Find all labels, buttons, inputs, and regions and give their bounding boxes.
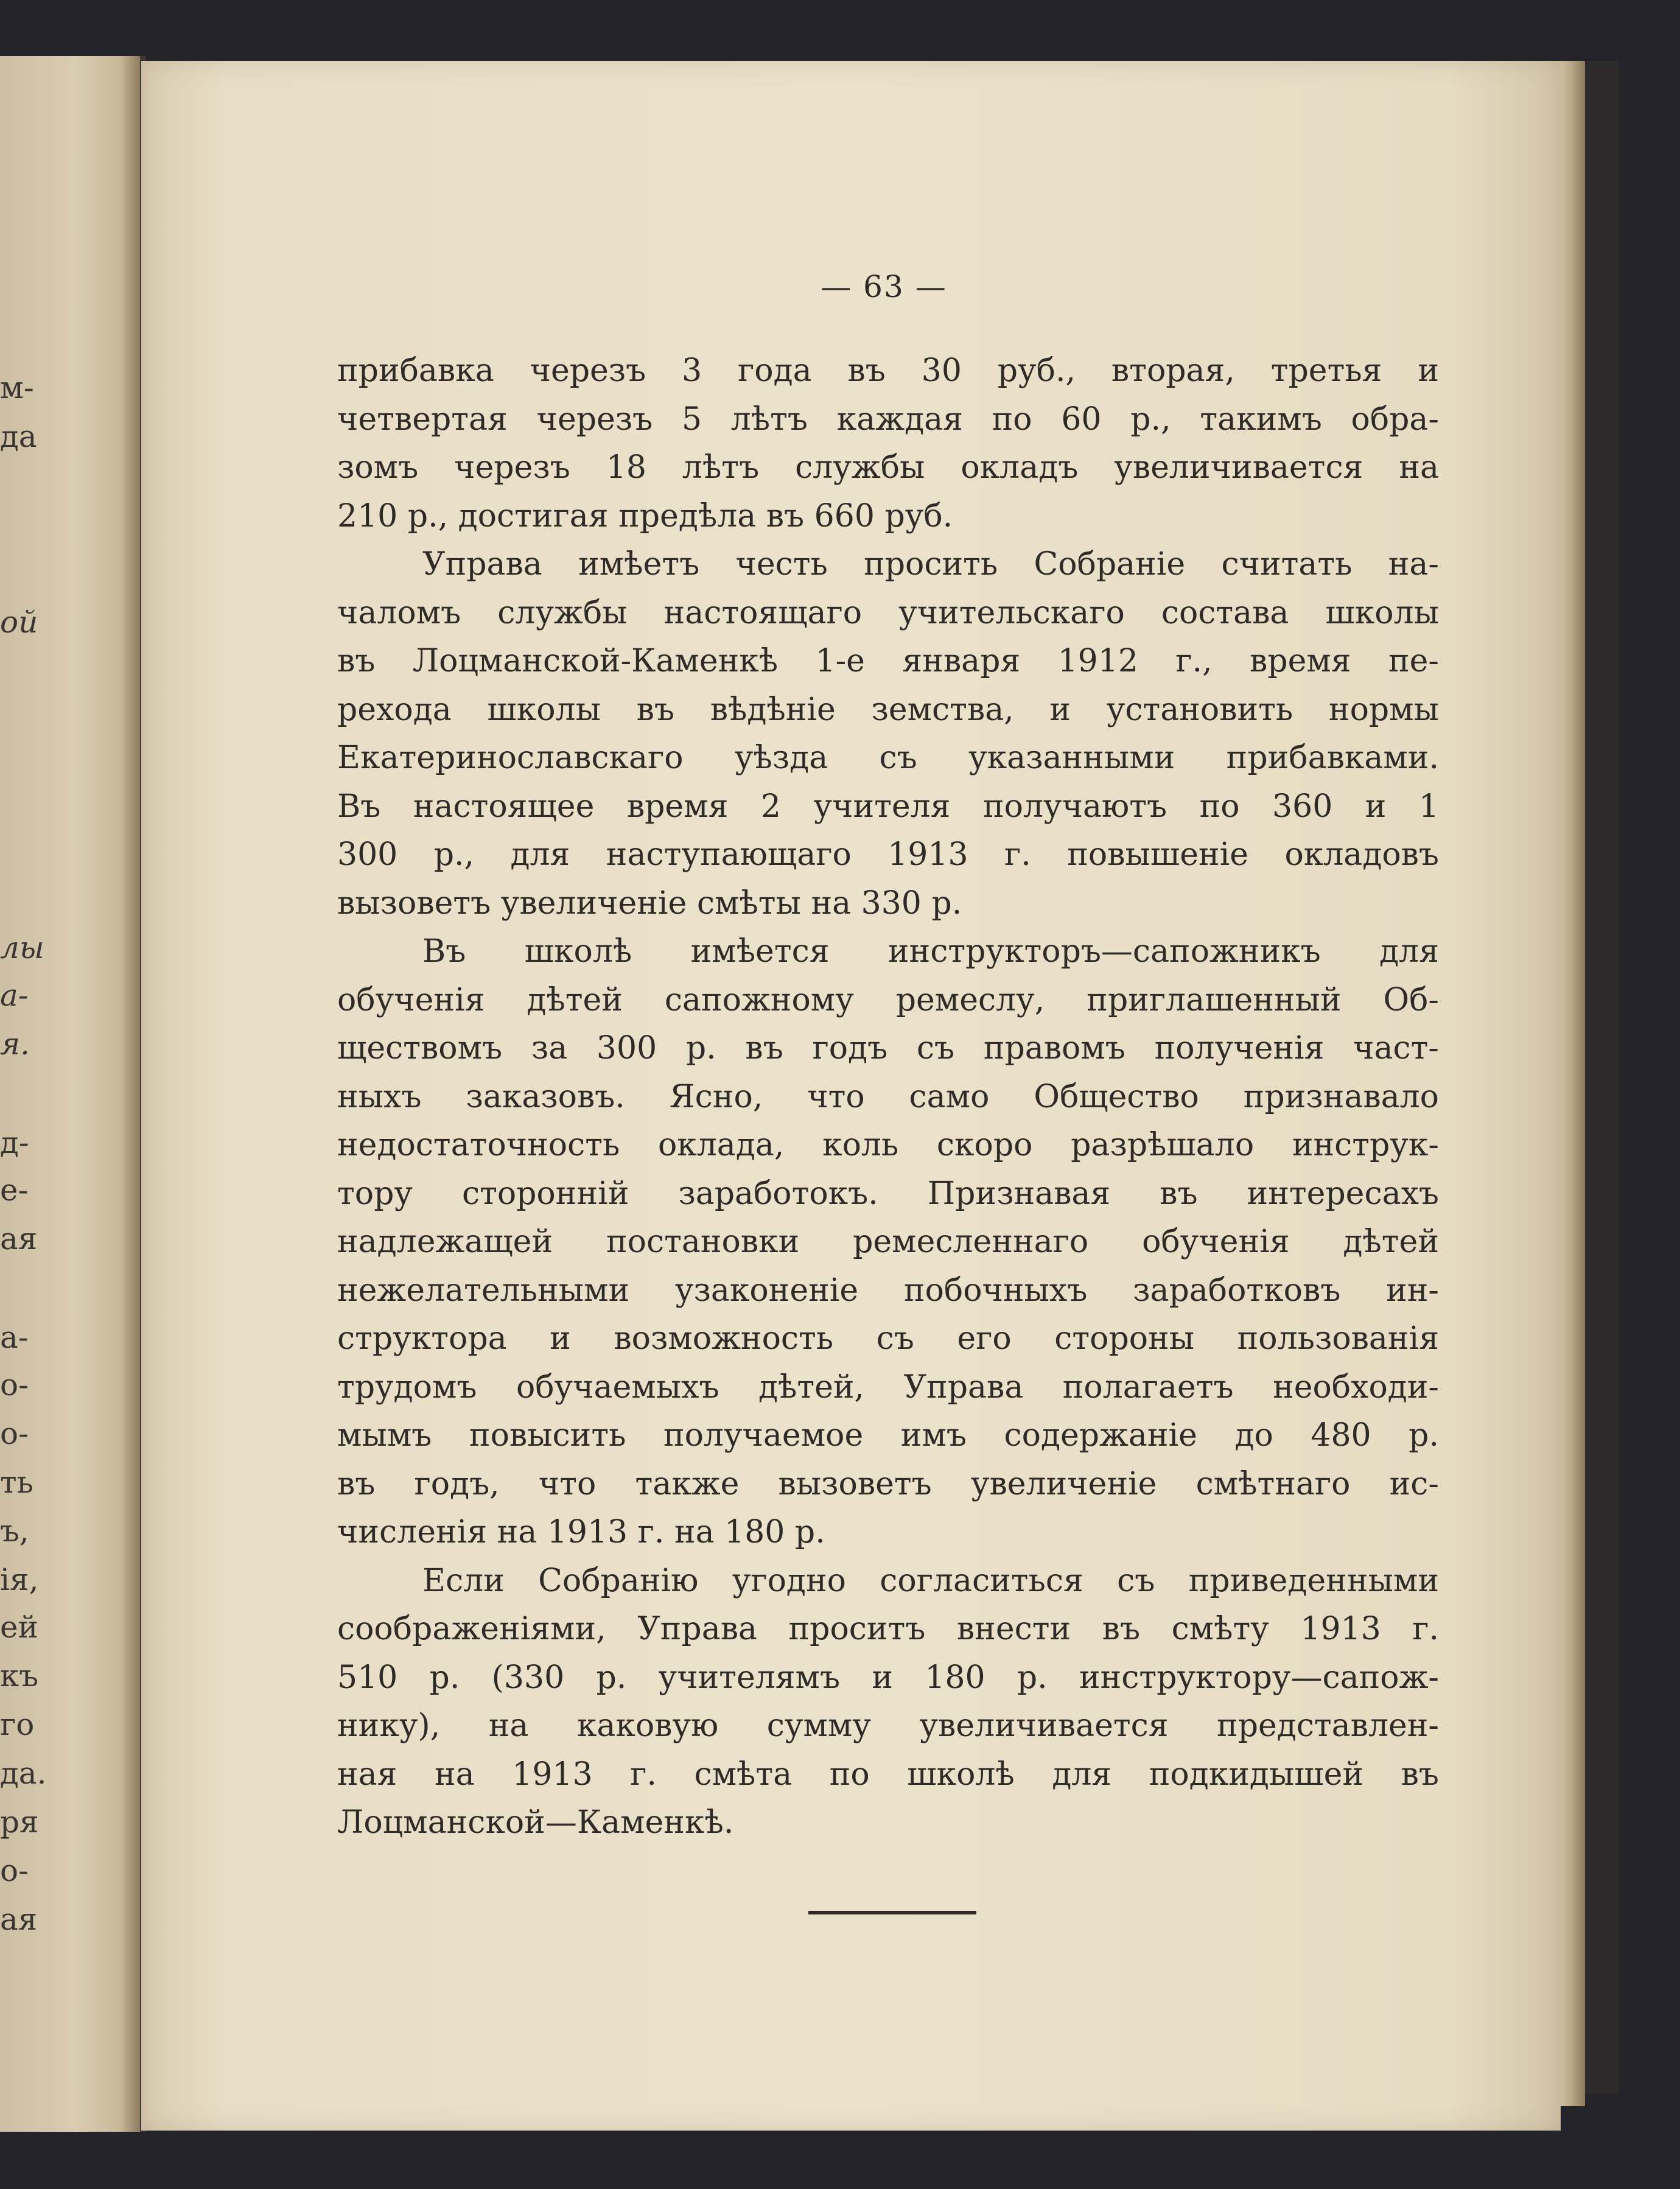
paragraph: [337, 347, 1439, 541]
text-line: соображеніями, Управа проситъ внести въ смѣту 1913 г.: [337, 1611, 1439, 1647]
page: [141, 61, 1561, 2131]
left-page-fragment: м-: [0, 370, 34, 405]
text-line: зомъ черезъ 18 лѣтъ службы окладъ увеличивается на: [337, 449, 1439, 486]
left-page-fragment: ъ,: [0, 1513, 29, 1549]
text-line: рехода школы въ вѣдѣніе земства, и установить нормы: [337, 691, 1439, 728]
text-line: чаломъ службы настоящаго учительскаго состава школы: [337, 594, 1439, 631]
text-line: 300 р., для наступающаго 1913 г. повышеніе окладовъ: [337, 836, 1439, 873]
text-line: обученія дѣтей сапожному ремеслу, приглашенный Об-: [337, 981, 1439, 1018]
page-stack-edge: [1561, 61, 1585, 2106]
text-line: нику), на каковую сумму увеличивается представлен-: [337, 1707, 1439, 1744]
text-line: въ Лоцманской-Каменкѣ 1-е января 1912 г., время пе-: [337, 643, 1439, 679]
text-line: ществомъ за 300 р. въ годъ съ правомъ полученія част-: [337, 1030, 1439, 1066]
text-line: недостаточность оклада, коль скоро разрѣшало инструк-: [337, 1127, 1439, 1163]
left-page-fragment: да: [0, 419, 37, 454]
text-line: тору сторонній заработокъ. Признавая въ интересахъ: [337, 1175, 1439, 1212]
paragraph: [337, 928, 1439, 1557]
left-page-fragment: да.: [0, 1756, 47, 1791]
text-line: мымъ повысить получаемое имъ содержаніе до 480 р.: [337, 1417, 1439, 1454]
left-page-fragment: е-: [0, 1172, 29, 1208]
text-line: ная на 1913 г. смѣта по школѣ для подкидышей въ: [337, 1756, 1439, 1793]
text-line: нежелательными узаконеніе побочныхъ заработковъ ин-: [337, 1272, 1439, 1309]
left-page-fragment: лы: [0, 930, 44, 965]
page-body-text: [337, 347, 1439, 1848]
left-page-fragment: ть: [0, 1465, 33, 1500]
text-line: трудомъ обучаемыхъ дѣтей, Управа полагаетъ необходи-: [337, 1368, 1439, 1406]
text-line: Екатеринославскаго уѣзда съ указанными прибавками.: [337, 740, 1439, 776]
text-line: Управа имѣетъ честь просить Собраніе считать на-: [422, 546, 1439, 583]
text-line: вызоветъ увеличеніе смѣты на 330 р.: [337, 884, 962, 922]
left-page-fragment: д-: [0, 1125, 29, 1160]
left-page-fragment: ая: [0, 1902, 38, 1937]
left-page-fragment: ая: [0, 1221, 38, 1256]
left-page-fragment: а-: [0, 978, 29, 1013]
left-page-fragment: о-: [0, 1367, 29, 1403]
paragraph: [337, 1557, 1439, 1848]
text-line: ныхъ заказовъ. Ясно, что само Общество признавало: [337, 1078, 1439, 1115]
left-page-fragment: ія,: [0, 1562, 39, 1597]
left-page-fragment: ой: [0, 604, 38, 640]
left-page-fragment: а-: [0, 1320, 29, 1355]
previous-page-edge: [0, 56, 140, 2132]
text-line: структора и возможность съ его стороны пользованія: [337, 1320, 1439, 1357]
left-page-fragment: ей: [0, 1609, 38, 1645]
book-cover-edge: [1585, 61, 1619, 2094]
text-line: Въ настоящее время 2 учителя получаютъ по 360 и 1: [337, 788, 1439, 825]
text-line: численія на 1913 г. на 180 р.: [337, 1514, 825, 1550]
left-page-fragment: я.: [0, 1026, 30, 1062]
text-line: Лоцманской—Каменкѣ.: [337, 1804, 734, 1841]
text-line: четвертая черезъ 5 лѣтъ каждая по 60 р., такимъ обра-: [337, 401, 1439, 438]
left-page-fragment: къ: [0, 1658, 39, 1693]
text-line: Если Собранію угодно согласиться съ приведенными: [422, 1562, 1439, 1599]
closing-rule: [808, 1911, 976, 1914]
left-page-fragment: го: [0, 1707, 35, 1742]
page-number: — 63 —: [821, 269, 947, 304]
text-line: 210 р., достигая предѣла въ 660 руб.: [337, 497, 953, 534]
text-line: въ годъ, что также вызоветъ увеличеніе смѣтнаго ис-: [337, 1465, 1439, 1502]
left-page-fragment: о-: [0, 1853, 29, 1888]
text-line: 510 р. (330 р. учителямъ и 180 р. инструктору—сапож-: [337, 1659, 1439, 1696]
text-line: Въ школѣ имѣется инструкторъ—сапожникъ для: [422, 933, 1439, 970]
text-line: прибавка черезъ 3 года въ 30 руб., вторая, третья и: [337, 352, 1439, 389]
paragraph: [337, 541, 1439, 928]
text-line: надлежащей постановки ремесленнаго обученія дѣтей: [337, 1224, 1439, 1260]
left-page-fragment: о-: [0, 1416, 29, 1451]
left-page-fragment: ря: [0, 1804, 39, 1840]
